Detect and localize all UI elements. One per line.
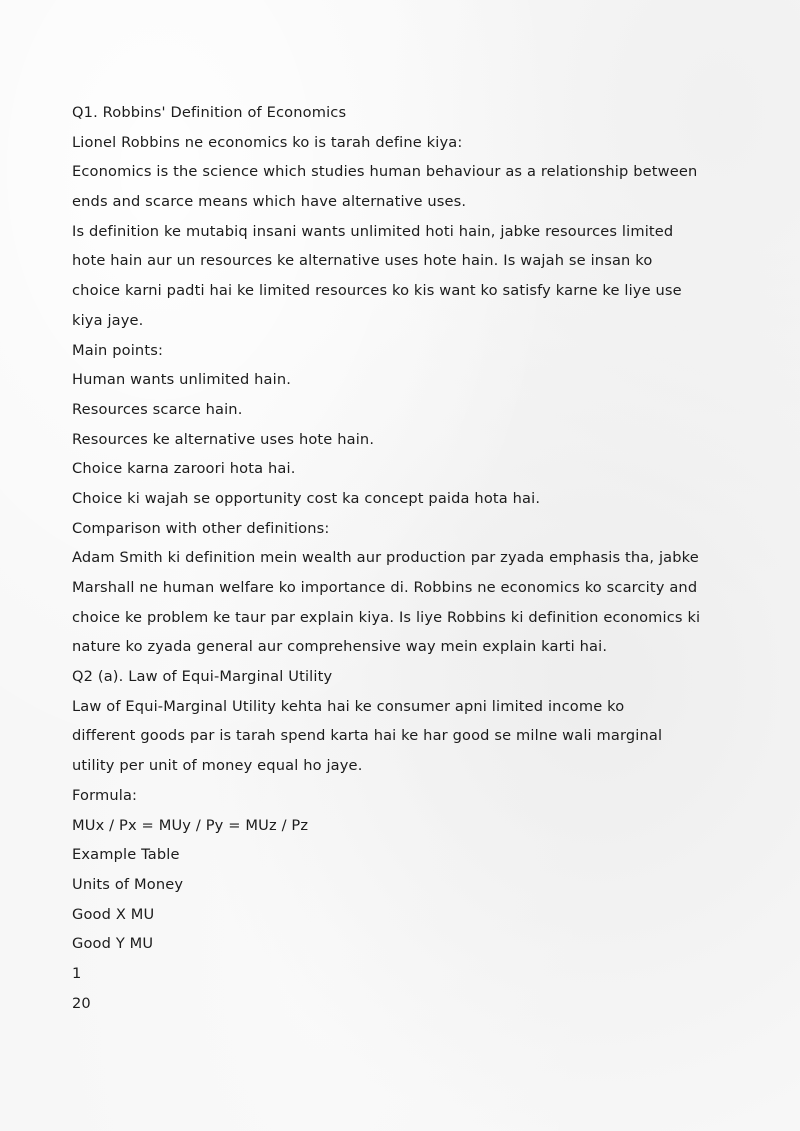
text-line: Marshall ne human welfare ko importance di. Robbins ne economics ko scarcity and [72, 579, 698, 596]
text-line: Law of Equi-Marginal Utility kehta hai ke consumer apni limited income ko [72, 697, 625, 715]
table-header-good-x: Good X MU [72, 905, 155, 923]
point-item: Choice ki wajah se opportunity cost ka concept paida hota hai. [72, 489, 541, 507]
subheading-example-table: Example Table [72, 846, 180, 864]
table-cell: 20 [72, 994, 91, 1012]
point-item: Resources ke alternative uses hote hain. [72, 430, 375, 448]
note-lines [72, 98, 762, 1018]
table-cell: 1 [72, 964, 82, 982]
text-line: utility per unit of money equal ho jaye. [72, 757, 363, 775]
subheading-formula: Formula: [72, 786, 138, 804]
point-item: Human wants unlimited hain. [72, 371, 292, 389]
text-line: Adam Smith ki definition mein wealth aur production par zyada emphasis tha, jabke [72, 549, 699, 567]
text-line: Is definition ke mutabiq insani wants unlimited hoti hain, jabke resources limited [72, 222, 674, 240]
text-line: kiya jaye. [72, 311, 144, 329]
text-line: hote hain aur un resources ke alternative uses hote hain. Is wajah se insan ko [72, 252, 653, 270]
subheading-main-points: Main points: [72, 341, 164, 359]
text-line: nature ko zyada general aur comprehensive way mein explain karti hai. [72, 638, 608, 656]
formula-line: MUx / Px = MUy / Py = MUz / Pz [72, 816, 309, 834]
text-line: different goods par is tarah spend karta hai ke har good se milne wali marginal [72, 727, 663, 745]
subheading-comparison: Comparison with other definitions: [72, 519, 330, 537]
text-line: Lionel Robbins ne economics ko is tarah define kiya: [72, 133, 463, 151]
point-item: Choice karna zaroori hota hai. [72, 460, 296, 478]
table-header-units: Units of Money [72, 875, 184, 893]
point-item: Resources scarce hain. [72, 400, 243, 418]
definition-line: Economics is the science which studies human behaviour as a relationship between [72, 163, 698, 181]
heading-q2a: Q2 (a). Law of Equi-Marginal Utility [72, 668, 333, 686]
text-line: choice karni padti hai ke limited resources ko kis want ko satisfy karne ke liye use [72, 282, 682, 300]
definition-line: ends and scarce means which have alternative uses. [72, 193, 467, 211]
heading-q1: Q1. Robbins' Definition of Economics [72, 104, 347, 121]
text-line: choice ke problem ke taur par explain kiya. Is liye Robbins ki definition economics ki [72, 608, 701, 626]
table-header-good-y: Good Y MU [72, 935, 154, 953]
